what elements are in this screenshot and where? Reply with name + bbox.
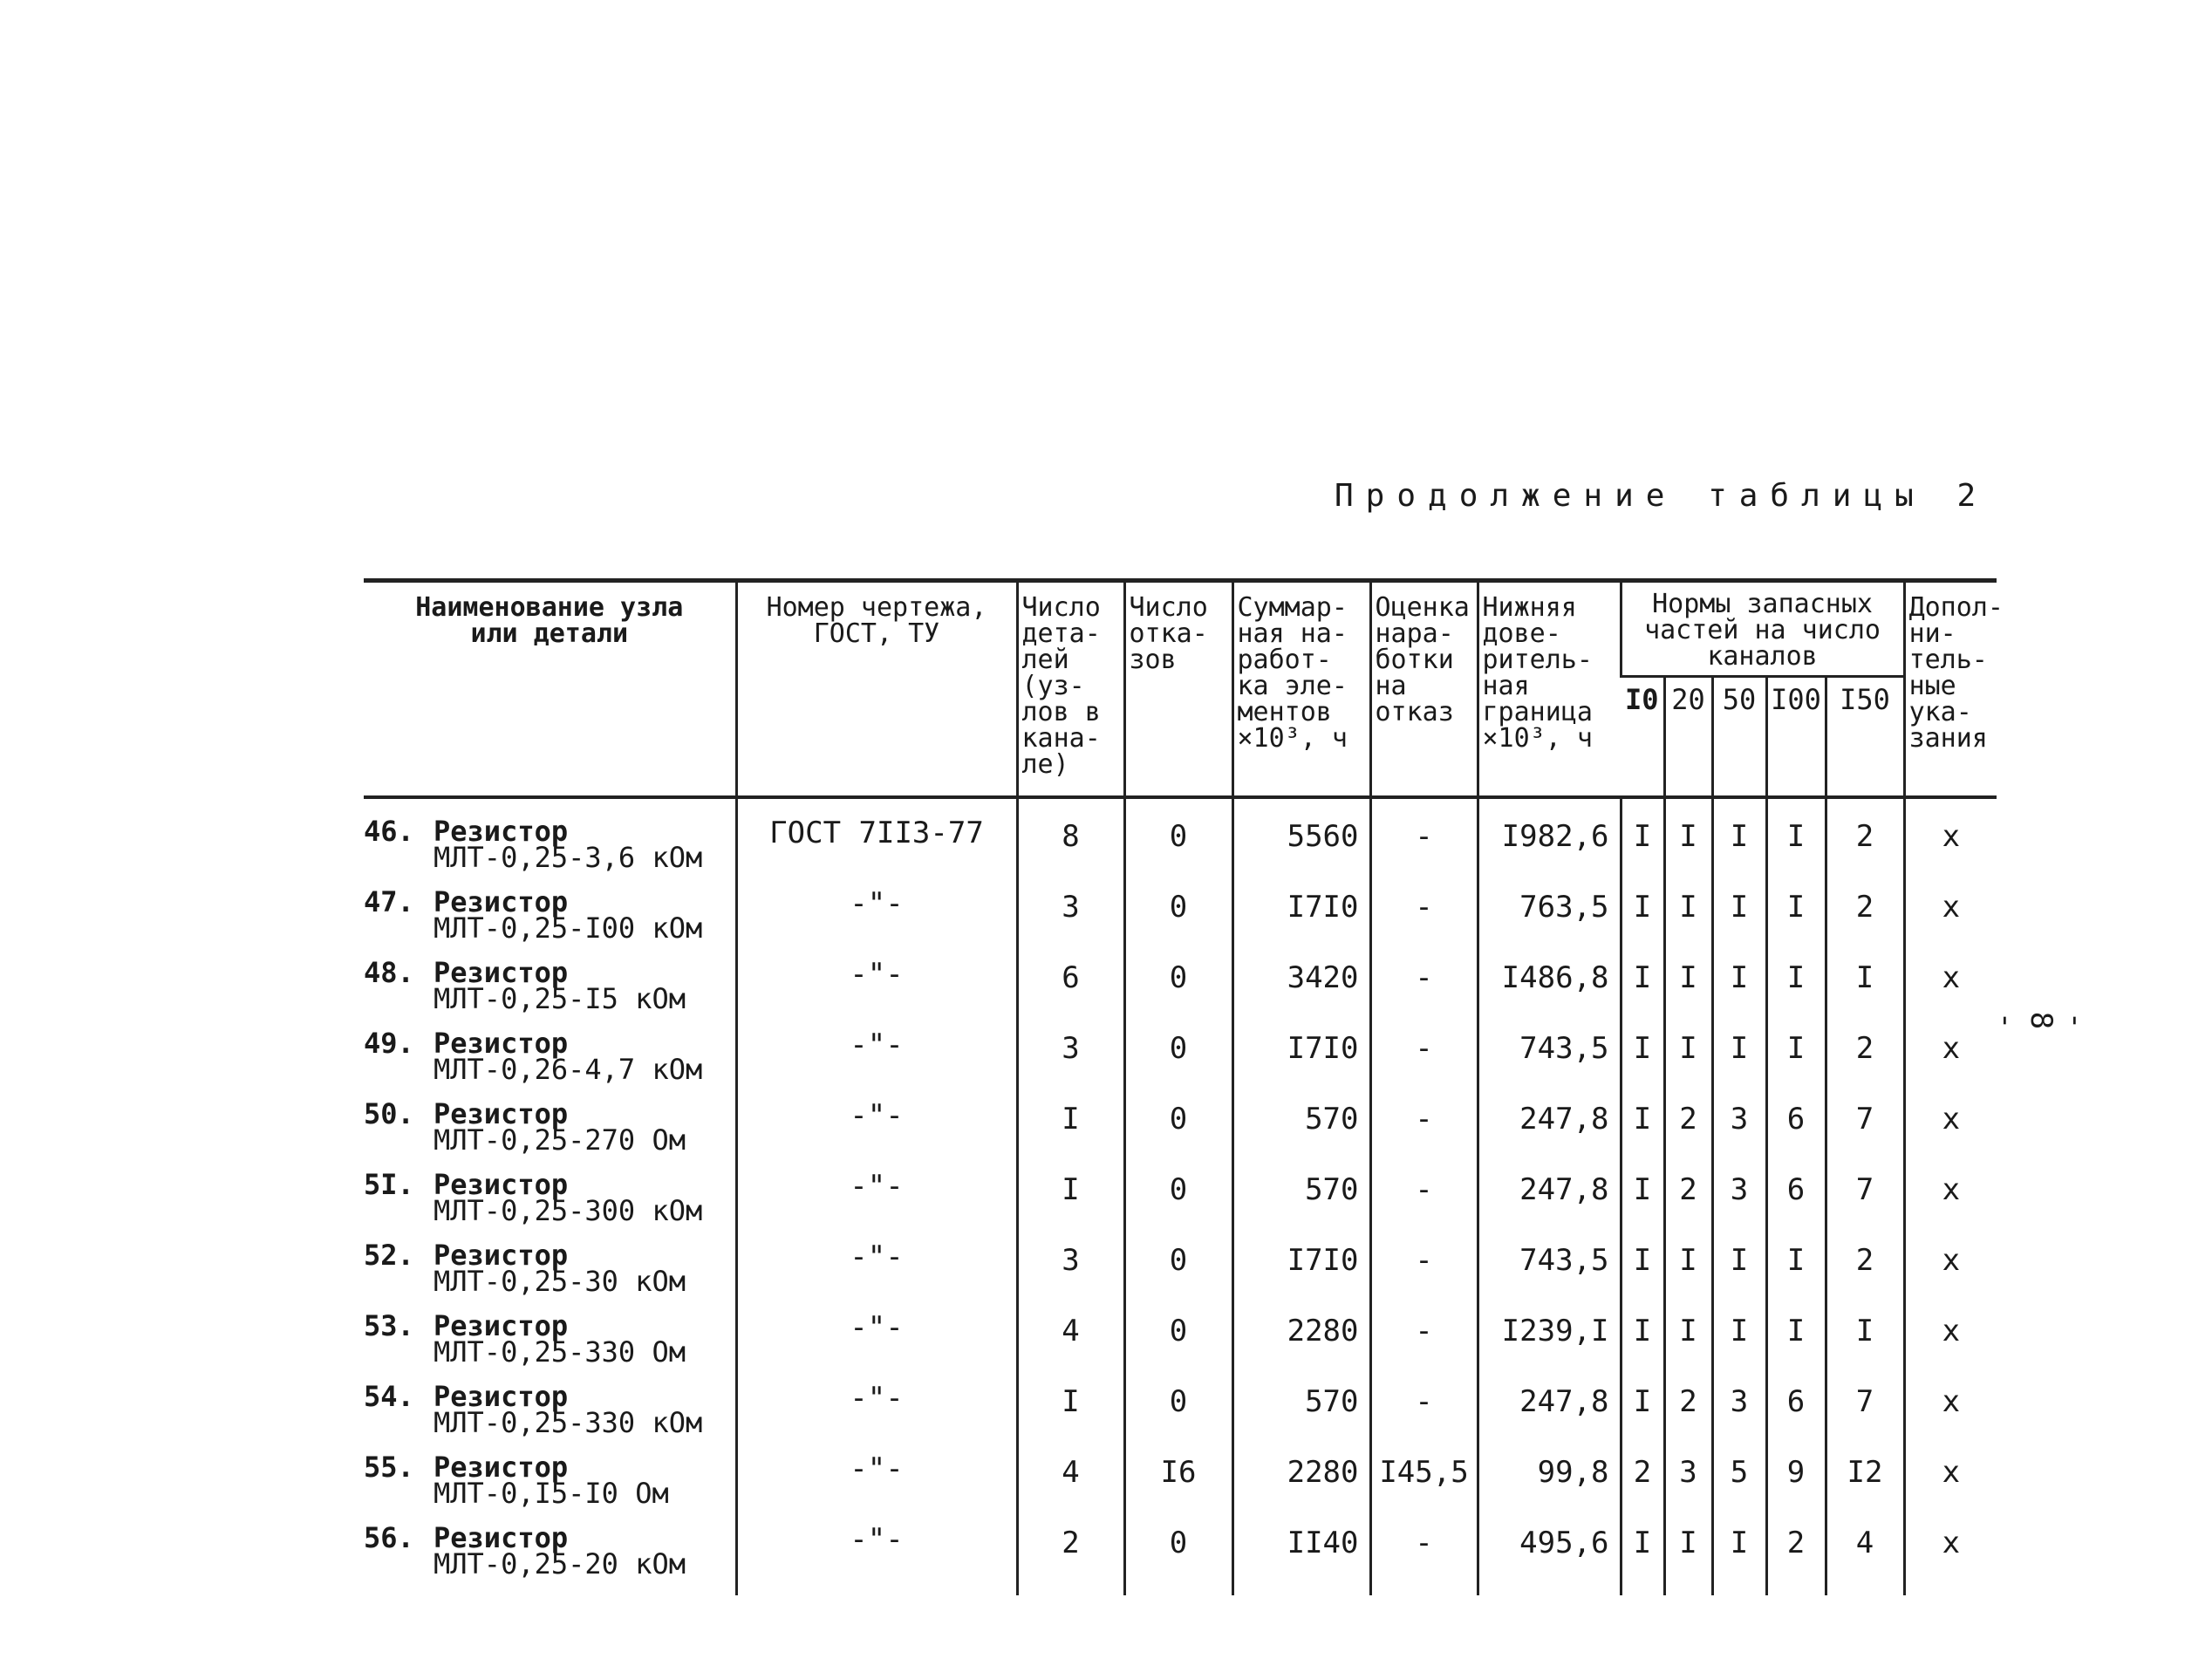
table-row <box>364 1030 1997 1101</box>
table-row <box>364 1525 1997 1595</box>
count-cell: 4 <box>1017 1454 1124 1525</box>
additional-cell: x <box>1904 1030 1997 1101</box>
estimate-cell: - <box>1370 1242 1478 1313</box>
item-model: МЛТ-0,25-30 кОм <box>434 1264 686 1298</box>
count-cell: I <box>1017 1171 1124 1242</box>
header-norm-20: 20 <box>1664 677 1712 797</box>
failures-cell: 0 <box>1124 1525 1232 1595</box>
row-number: 48. <box>364 955 414 989</box>
additional-cell: x <box>1904 1171 1997 1242</box>
norm-150-cell: 7 <box>1826 1171 1904 1242</box>
item-name: Резистор <box>434 1308 569 1342</box>
total-time-cell: 5560 <box>1232 818 1370 889</box>
norm-10-cell: I <box>1621 889 1664 959</box>
estimate-cell: - <box>1370 889 1478 959</box>
header-total-time: Суммар- ная на- работ- ка эле- ментов ×10³, ч <box>1232 581 1370 797</box>
spare-parts-table <box>364 578 2004 1595</box>
norm-20-cell: I <box>1664 959 1712 1030</box>
table-row <box>364 889 1997 959</box>
item-model: МЛТ-0,25-330 Ом <box>434 1335 686 1369</box>
lower-bound-cell: 743,5 <box>1478 1242 1621 1313</box>
norm-20-cell: I <box>1664 1242 1712 1313</box>
norm-10-cell: I <box>1621 1525 1664 1595</box>
item-name-cell <box>364 884 736 959</box>
lower-bound-cell: 247,8 <box>1478 1101 1621 1171</box>
table-row <box>364 1242 1997 1313</box>
norm-50-cell: I <box>1712 1030 1766 1101</box>
row-number: 49. <box>364 1026 414 1060</box>
additional-cell: x <box>1904 959 1997 1030</box>
item-name: Резистор <box>434 1026 569 1060</box>
lower-bound-cell: 99,8 <box>1478 1454 1621 1525</box>
lower-bound-cell: I982,6 <box>1478 818 1621 889</box>
additional-cell: x <box>1904 1383 1997 1454</box>
row-number: 53. <box>364 1308 414 1342</box>
norm-10-cell: I <box>1621 1383 1664 1454</box>
norm-20-cell: I <box>1664 1313 1712 1383</box>
table-caption: Продолжение таблицы 2 <box>1335 478 1989 514</box>
norm-20-cell: I <box>1664 889 1712 959</box>
table-row <box>364 1313 1997 1383</box>
item-name: Резистор <box>434 1379 569 1413</box>
count-cell: 8 <box>1017 818 1124 889</box>
failures-cell: 0 <box>1124 1171 1232 1242</box>
norm-10-cell: I <box>1621 818 1664 889</box>
table-row <box>364 1101 1997 1171</box>
item-name: Резистор <box>434 1450 569 1484</box>
norm-100-cell: I <box>1766 1242 1826 1313</box>
header-name: Наименование узла или детали <box>364 581 736 797</box>
row-number: 56. <box>364 1520 414 1554</box>
norm-20-cell: 3 <box>1664 1454 1712 1525</box>
drawing-cell: -"- <box>736 1525 1017 1595</box>
item-model: МЛТ-0,25-20 кОм <box>434 1546 686 1580</box>
drawing-cell: -"- <box>736 959 1017 1030</box>
drawing-cell: -"- <box>736 1313 1017 1383</box>
norm-50-cell: 3 <box>1712 1383 1766 1454</box>
estimate-cell: - <box>1370 1171 1478 1242</box>
total-time-cell: 2280 <box>1232 1313 1370 1383</box>
norm-100-cell: I <box>1766 959 1826 1030</box>
total-time-cell: 570 <box>1232 1101 1370 1171</box>
norm-100-cell: 2 <box>1766 1525 1826 1595</box>
failures-cell: 0 <box>1124 1383 1232 1454</box>
total-time-cell: 570 <box>1232 1383 1370 1454</box>
norm-150-cell: 7 <box>1826 1101 1904 1171</box>
norm-20-cell: I <box>1664 1030 1712 1101</box>
norm-100-cell: 6 <box>1766 1171 1826 1242</box>
item-model: МЛТ-0,25-I00 кОм <box>434 911 703 945</box>
failures-cell: I6 <box>1124 1454 1232 1525</box>
table-row <box>364 1383 1997 1454</box>
item-name: Резистор <box>434 1238 569 1272</box>
page-number: - 8 - <box>1989 1011 2093 1030</box>
count-cell: 6 <box>1017 959 1124 1030</box>
drawing-cell: -"- <box>736 1030 1017 1101</box>
row-number: 5I. <box>364 1167 414 1201</box>
item-name: Резистор <box>434 955 569 989</box>
header-additional: Допол- ни- тель- ные ука- зания <box>1904 581 1997 797</box>
norm-20-cell: I <box>1664 818 1712 889</box>
norm-10-cell: 2 <box>1621 1454 1664 1525</box>
lower-bound-cell: 247,8 <box>1478 1383 1621 1454</box>
total-time-cell: 570 <box>1232 1171 1370 1242</box>
total-time-cell: II40 <box>1232 1525 1370 1595</box>
norm-150-cell: 2 <box>1826 818 1904 889</box>
header-norm-150: I50 <box>1826 677 1904 797</box>
norm-50-cell: I <box>1712 818 1766 889</box>
additional-cell: x <box>1904 1101 1997 1171</box>
total-time-cell: I7I0 <box>1232 889 1370 959</box>
additional-cell: x <box>1904 1313 1997 1383</box>
norm-100-cell: 6 <box>1766 1383 1826 1454</box>
item-model: МЛТ-0,25-270 Ом <box>434 1123 686 1157</box>
lower-bound-cell: 247,8 <box>1478 1171 1621 1242</box>
norm-20-cell: 2 <box>1664 1101 1712 1171</box>
estimate-cell: - <box>1370 818 1478 889</box>
header-count: Число дета- лей (уз- лов в кана- ле) <box>1017 581 1124 797</box>
norm-50-cell: 3 <box>1712 1101 1766 1171</box>
norm-150-cell: I2 <box>1826 1454 1904 1525</box>
item-model: МЛТ-0,26-4,7 кОм <box>434 1052 703 1086</box>
estimate-cell: - <box>1370 1030 1478 1101</box>
item-name: Резистор <box>434 884 569 918</box>
failures-cell: 0 <box>1124 1242 1232 1313</box>
item-name-cell <box>364 1308 736 1383</box>
norm-20-cell: 2 <box>1664 1171 1712 1242</box>
lower-bound-cell: I239,I <box>1478 1313 1621 1383</box>
item-name-cell <box>364 1096 736 1171</box>
count-cell: 3 <box>1017 1242 1124 1313</box>
drawing-cell: -"- <box>736 1101 1017 1171</box>
total-time-cell: 3420 <box>1232 959 1370 1030</box>
row-number: 46. <box>364 814 414 848</box>
norm-100-cell: 6 <box>1766 1101 1826 1171</box>
norm-150-cell: 2 <box>1826 1030 1904 1101</box>
table-row <box>364 959 1997 1030</box>
item-model: МЛТ-0,25-3,6 кОм <box>434 840 703 874</box>
estimate-cell: - <box>1370 1101 1478 1171</box>
estimate-cell: - <box>1370 1313 1478 1383</box>
row-number: 54. <box>364 1379 414 1413</box>
norm-10-cell: I <box>1621 1242 1664 1313</box>
table-row <box>364 818 1997 889</box>
norm-10-cell: I <box>1621 959 1664 1030</box>
item-name-cell <box>364 1520 736 1595</box>
lower-bound-cell: 763,5 <box>1478 889 1621 959</box>
norm-10-cell: I <box>1621 1030 1664 1101</box>
norm-10-cell: I <box>1621 1171 1664 1242</box>
header-norm-10: I0 <box>1621 677 1664 797</box>
header-estimate: Оценка нара- ботки на отказ <box>1370 581 1478 797</box>
norm-100-cell: 9 <box>1766 1454 1826 1525</box>
norm-50-cell: I <box>1712 1242 1766 1313</box>
norm-100-cell: I <box>1766 1313 1826 1383</box>
drawing-cell: -"- <box>736 1171 1017 1242</box>
item-name-cell <box>364 1450 736 1525</box>
row-number: 50. <box>364 1096 414 1130</box>
item-name-cell <box>364 1379 736 1454</box>
norm-50-cell: I <box>1712 959 1766 1030</box>
estimate-cell: - <box>1370 1383 1478 1454</box>
norm-150-cell: 2 <box>1826 889 1904 959</box>
item-name: Резистор <box>434 1520 569 1554</box>
norm-100-cell: I <box>1766 1030 1826 1101</box>
item-model: МЛТ-0,I5-I0 Ом <box>434 1476 669 1510</box>
table-row <box>364 1454 1997 1525</box>
drawing-cell: ГОСТ 7II3-77 <box>736 818 1017 889</box>
count-cell: 4 <box>1017 1313 1124 1383</box>
item-name-cell <box>364 1238 736 1313</box>
drawing-cell: -"- <box>736 1383 1017 1454</box>
norm-20-cell: 2 <box>1664 1383 1712 1454</box>
item-name: Резистор <box>434 814 569 848</box>
norm-150-cell: I <box>1826 959 1904 1030</box>
total-time-cell: I7I0 <box>1232 1242 1370 1313</box>
norm-10-cell: I <box>1621 1101 1664 1171</box>
norm-10-cell: I <box>1621 1313 1664 1383</box>
additional-cell: x <box>1904 889 1997 959</box>
norm-100-cell: I <box>1766 889 1826 959</box>
failures-cell: 0 <box>1124 1313 1232 1383</box>
count-cell: 3 <box>1017 889 1124 959</box>
norm-150-cell: 2 <box>1826 1242 1904 1313</box>
header-norms: Нормы запасных частей на число каналов <box>1621 581 1904 677</box>
drawing-cell: -"- <box>736 1242 1017 1313</box>
header-lower-bound: Нижняя дове- ритель- ная граница ×10³, ч <box>1478 581 1621 797</box>
estimate-cell: I45,5 <box>1370 1454 1478 1525</box>
norm-20-cell: I <box>1664 1525 1712 1595</box>
norm-100-cell: I <box>1766 818 1826 889</box>
row-number: 47. <box>364 884 414 918</box>
count-cell: I <box>1017 1383 1124 1454</box>
failures-cell: 0 <box>1124 959 1232 1030</box>
item-name-cell <box>364 814 736 889</box>
item-name-cell <box>364 955 736 1030</box>
additional-cell: x <box>1904 818 1997 889</box>
failures-cell: 0 <box>1124 889 1232 959</box>
additional-cell: x <box>1904 1454 1997 1525</box>
total-time-cell: I7I0 <box>1232 1030 1370 1101</box>
norm-50-cell: I <box>1712 1313 1766 1383</box>
failures-cell: 0 <box>1124 1030 1232 1101</box>
item-model: МЛТ-0,25-I5 кОм <box>434 981 686 1015</box>
lower-bound-cell: 743,5 <box>1478 1030 1621 1101</box>
header-norm-100: I00 <box>1766 677 1826 797</box>
item-name: Резистор <box>434 1096 569 1130</box>
item-model: МЛТ-0,25-330 кОм <box>434 1405 703 1439</box>
drawing-cell: -"- <box>736 889 1017 959</box>
norm-150-cell: I <box>1826 1313 1904 1383</box>
drawing-cell: -"- <box>736 1454 1017 1525</box>
estimate-cell: - <box>1370 1525 1478 1595</box>
norm-150-cell: 4 <box>1826 1525 1904 1595</box>
table-row <box>364 1171 1997 1242</box>
norm-50-cell: 3 <box>1712 1171 1766 1242</box>
norm-50-cell: 5 <box>1712 1454 1766 1525</box>
row-number: 55. <box>364 1450 414 1484</box>
header-norm-50: 50 <box>1712 677 1766 797</box>
norm-50-cell: I <box>1712 1525 1766 1595</box>
item-model: МЛТ-0,25-300 кОм <box>434 1193 703 1227</box>
header-failures: Число отка- зов <box>1124 581 1232 797</box>
norm-150-cell: 7 <box>1826 1383 1904 1454</box>
norm-50-cell: I <box>1712 889 1766 959</box>
total-time-cell: 2280 <box>1232 1454 1370 1525</box>
count-cell: 3 <box>1017 1030 1124 1101</box>
item-name: Резистор <box>434 1167 569 1201</box>
count-cell: I <box>1017 1101 1124 1171</box>
header-drawing: Номер чертежа, ГОСТ, ТУ <box>736 581 1017 797</box>
row-number: 52. <box>364 1238 414 1272</box>
additional-cell: x <box>1904 1525 1997 1595</box>
estimate-cell: - <box>1370 959 1478 1030</box>
additional-cell: x <box>1904 1242 1997 1313</box>
lower-bound-cell: 495,6 <box>1478 1525 1621 1595</box>
item-name-cell <box>364 1167 736 1242</box>
item-name-cell <box>364 1026 736 1101</box>
failures-cell: 0 <box>1124 818 1232 889</box>
failures-cell: 0 <box>1124 1101 1232 1171</box>
lower-bound-cell: I486,8 <box>1478 959 1621 1030</box>
count-cell: 2 <box>1017 1525 1124 1595</box>
